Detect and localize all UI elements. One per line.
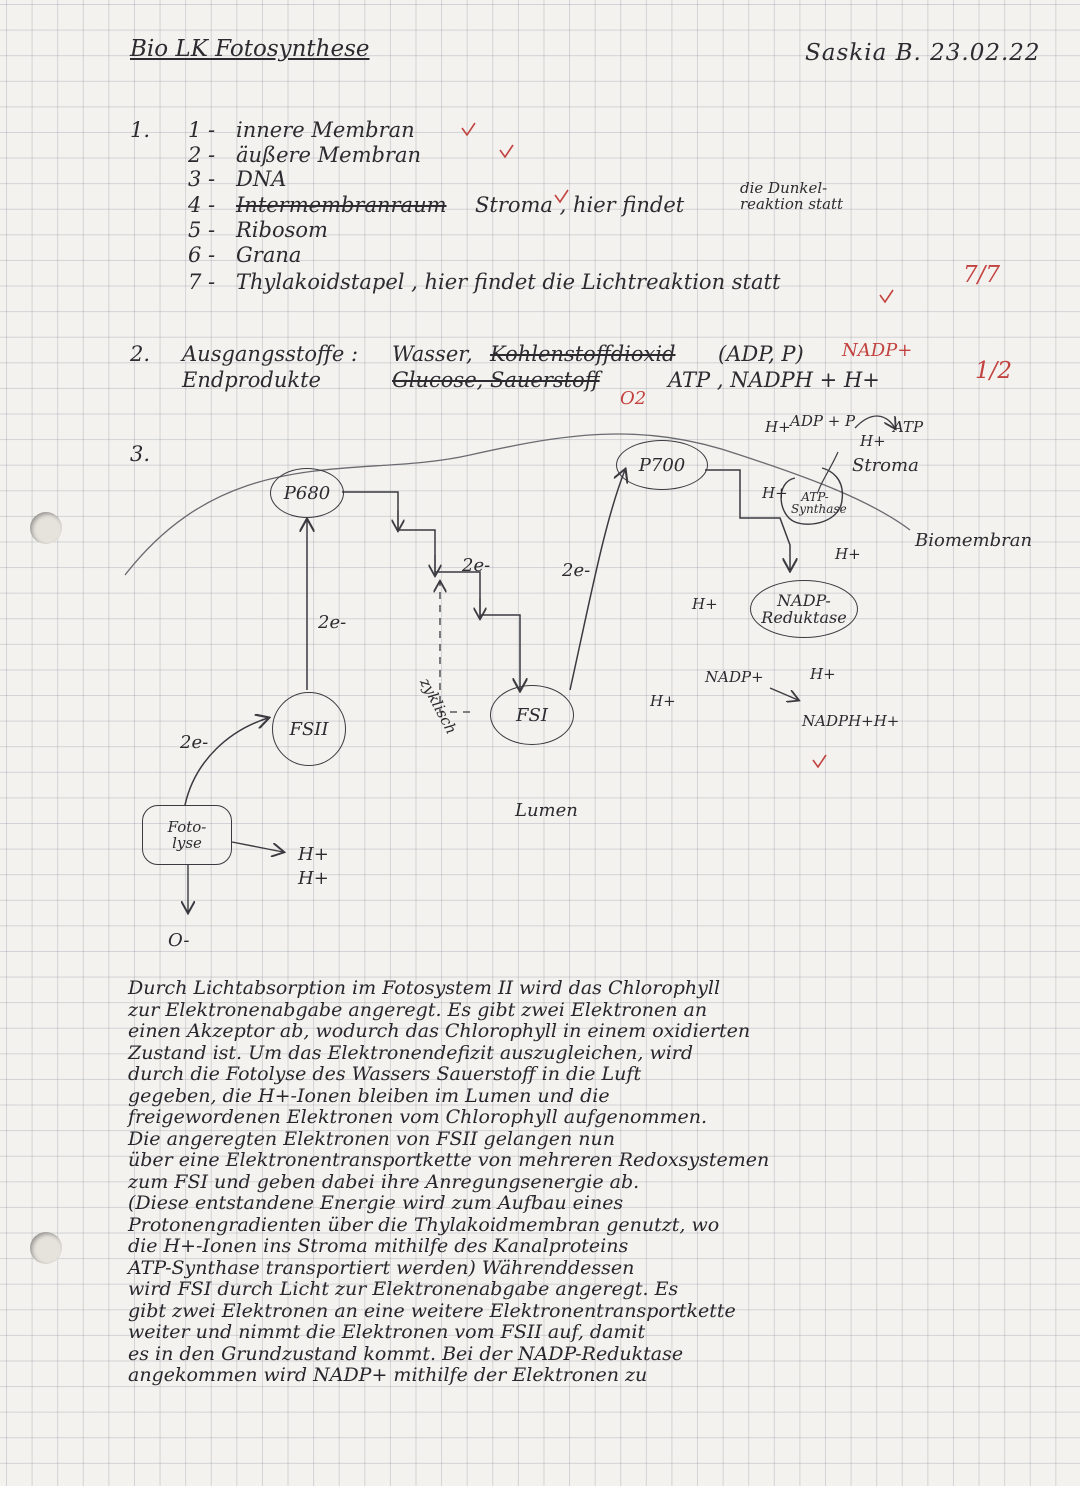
paragraph-line: gegeben, die H+-Ionen bleiben im Lumen und die — [128, 1084, 610, 1107]
paragraph-line: (Diese entstandene Energie wird zum Aufbau eines — [128, 1192, 624, 1214]
task1-item-text: Ribosom — [236, 218, 328, 242]
label-h-fotolyse-2: H+ — [298, 868, 329, 889]
task1-item-num: 3 - — [188, 167, 216, 191]
task2-label-input: Ausgangsstoffe : — [182, 342, 359, 366]
paragraph-line: ATP-Synthase transportiert werden) Währenddessen — [128, 1256, 635, 1279]
task2-output-correction: O2 — [620, 388, 647, 409]
paragraph-line: durch die Fotolyse des Wassers Sauerstoff in die Luft — [128, 1063, 642, 1085]
paragraph-line: Die angeregten Elektronen von FSII gelangen nun — [128, 1127, 615, 1150]
task1-item-num: 2 - — [188, 143, 216, 167]
task2-input-prefix: Wasser, — [392, 342, 473, 366]
label-e-cascade: 2e- — [462, 555, 491, 576]
paragraph-line: die H+-Ionen ins Stroma mithilfe des Kanalproteins — [128, 1235, 629, 1257]
label-nadph: NADPH+H+ — [802, 712, 900, 730]
paragraph-line: gibt zwei Elektronen an eine weitere Elektronentransportkette — [128, 1299, 736, 1322]
label-h-plus-5: H+ — [692, 595, 718, 613]
task1-item-struck: Intermembranraum — [236, 193, 447, 217]
node-nadp-reduktase — [750, 580, 858, 638]
atp-synthase-label: ATP- Synthase — [791, 490, 847, 516]
paragraph-line: Durch Lichtabsorption im Fotosystem II wird das Chlorophyll — [128, 977, 721, 999]
label-stroma: Stroma — [852, 455, 919, 476]
electron-transport-chain — [342, 492, 520, 690]
author-date: Saskia B. 23.02.22 — [805, 40, 1041, 66]
fotolyse-label: Foto- lyse — [167, 818, 207, 852]
check-mark — [462, 123, 475, 135]
label-h-plus-6: H+ — [650, 692, 676, 710]
task1-item-extra: die Dunkel- reaktion statt — [740, 179, 844, 213]
arrow-fotolyse-to-h — [232, 842, 283, 852]
task1-item-num: 7 - — [188, 270, 216, 294]
task1-item-text: äußere Membran — [236, 143, 422, 167]
task2-score: 1/2 — [975, 358, 1013, 384]
node-fotolyse — [142, 805, 232, 865]
paragraph-line: weiter und nimmt die Elektronen vom FSII auf, damit — [128, 1321, 646, 1343]
paragraph-line: über eine Elektronentransportkette von mehreren Redoxsystemen — [128, 1149, 770, 1171]
check-mark — [555, 190, 568, 202]
task2-output-value: ATP , NADPH + H+ — [668, 368, 880, 392]
task1-number: 1. — [130, 118, 151, 142]
task1-item-num: 5 - — [188, 218, 216, 242]
check-mark — [813, 755, 826, 767]
check-mark — [880, 290, 893, 302]
answer-paragraph — [128, 978, 928, 1387]
paragraph-line: freigewordenen Elektronen vom Chlorophyll aufgenommen. — [128, 1106, 708, 1128]
arrow-nadp-to-nadph — [770, 688, 798, 700]
paragraph-line: zur Elektronenabgabe angeregt. Es gibt zwei Elektronen an — [128, 998, 708, 1021]
paragraph-line: Zustand ist. Um das Elektronendefizit auszugleichen, wird — [128, 1041, 694, 1064]
label-e-fs1: 2e- — [562, 560, 591, 581]
label-nadp-plus: NADP+ — [705, 668, 764, 686]
label-o-minus: O- — [168, 930, 190, 951]
task3-number: 3. — [130, 442, 151, 466]
label-atp: ATP — [893, 418, 924, 436]
node-atp-synthase — [791, 485, 847, 521]
cyclic-path — [440, 582, 470, 712]
task1-item-num: 4 - — [188, 193, 216, 217]
task1-item-text: Grana — [236, 243, 302, 267]
page-title: Bio LK Fotosynthese — [130, 36, 370, 62]
nadp-reduktase-label: NADP- Reduktase — [761, 591, 847, 627]
task1-item-text: DNA — [236, 167, 287, 191]
task1-item-text: innere Membran — [236, 118, 415, 142]
task1-item-text: Stroma , hier findet — [475, 193, 685, 217]
label-e-fotolyse: 2e- — [180, 732, 209, 753]
paragraph-line: wird FSI durch Licht zur Elektronenabgabe angeregt. Es — [128, 1278, 679, 1300]
label-h-plus-1: H+ — [765, 418, 791, 436]
task2-label-output: Endprodukte — [182, 368, 321, 392]
label-zyklisch: zyklisch — [416, 675, 461, 738]
node-fs2: FSII — [272, 692, 346, 766]
label-e-fs2: 2e- — [318, 612, 347, 633]
label-h-fotolyse-1: H+ — [298, 844, 329, 865]
task2-input-suffix: (ADP, P) — [718, 342, 804, 366]
paragraph-line: es in den Grundzustand kommt. Bei der NADP-Reduktase — [128, 1342, 684, 1365]
check-mark — [500, 145, 513, 157]
label-h-plus-3: H+ — [762, 484, 788, 502]
task2-input-struck: Kohlenstoffdioxid — [490, 342, 676, 366]
label-lumen: Lumen — [515, 800, 578, 821]
task2-output-struck: Glucose, Sauerstoff — [392, 368, 600, 392]
paragraph-line: angekommen wird NADP+ mithilfe der Elektronen zu — [128, 1364, 648, 1386]
task1-score: 7/7 — [963, 262, 1001, 288]
arrow-adp-to-atp — [855, 416, 895, 428]
task1-item-num: 1 - — [188, 118, 216, 142]
label-biomembran: Biomembran — [915, 530, 1033, 551]
node-p680: P680 — [270, 468, 344, 518]
task1-item-text: Thylakoidstapel , hier findet die Lichtreaktion statt — [236, 270, 781, 294]
node-fs1: FSI — [490, 685, 574, 745]
paragraph-line: zum FSI und geben dabei ihre Anregungsenergie ab. — [128, 1170, 640, 1193]
punch-hole-bottom — [30, 1232, 62, 1264]
task2-input-correction: NADP+ — [842, 340, 913, 361]
node-p700: P700 — [616, 440, 708, 490]
label-h-plus-7: H+ — [810, 665, 836, 683]
task2-number: 2. — [130, 342, 151, 366]
label-h-plus-2: H+ — [860, 432, 886, 450]
label-h-plus-4: H+ — [835, 545, 861, 563]
paragraph-line: Protonengradienten über die Thylakoidmembran genutzt, wo — [128, 1213, 720, 1236]
task1-item-num: 6 - — [188, 243, 216, 267]
paragraph-line: einen Akzeptor ab, wodurch das Chlorophyll in einem oxidierten — [128, 1020, 751, 1042]
label-adp-p: ADP + P — [790, 412, 856, 430]
